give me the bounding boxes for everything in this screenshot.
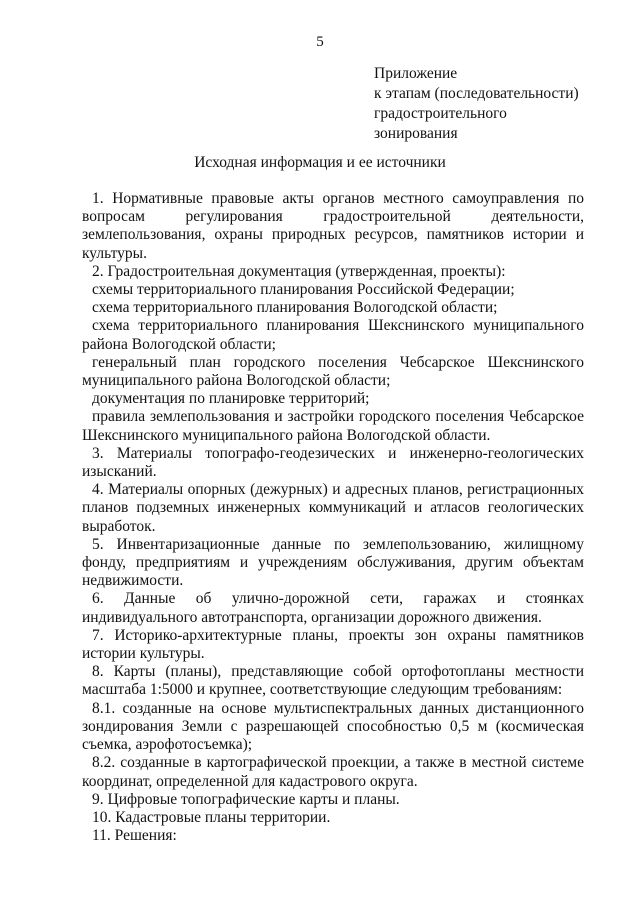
- paragraph-8-2: 8.2. созданные в картографической проекции, а также в местной системе координат, определенной для кадастрового округа.: [82, 754, 584, 790]
- list-item: схема территориального планирования Шекснинского муниципального района Вологодской области;: [82, 317, 584, 353]
- list-item: генеральный план городского поселения Чебсарское Шекснинского муниципального района Вологодской области;: [82, 353, 584, 390]
- appendix-line: градостроительного: [374, 105, 507, 122]
- paragraph-6: 6. Данные об улично-дорожной сети, гаражах и стоянках индивидуального автотранспорта, организации дорожного движения.: [82, 590, 584, 626]
- paragraph-7: 7. Историко-архитектурные планы, проекты зон охраны памятников истории культуры.: [82, 626, 584, 663]
- list-item: схемы территориального планирования Российской Федерации;: [92, 281, 515, 299]
- appendix-line: к этапам (последовательности): [374, 85, 579, 102]
- document-body: [82, 190, 584, 845]
- appendix-note: [374, 64, 614, 144]
- paragraph-1: 1. Нормативные правовые акты органов местного самоуправления по вопросам регулирования градостроительной деятельности, землепользования, охраны природных ресурсов, памятников истории и культуры.: [82, 190, 584, 262]
- page-number: 5: [316, 34, 324, 50]
- paragraph-11: 11. Решения:: [92, 827, 177, 845]
- list-item: схема территориального планирования Вологодской области;: [92, 299, 498, 317]
- list-item: правила землепользования и застройки городского поселения Чебсарское Шекснинского муниципального района Вологодской области.: [82, 408, 584, 444]
- paragraph-9: 9. Цифровые топографические карты и планы.: [92, 790, 400, 808]
- paragraph-8: 8. Карты (планы), представляющие собой ортофотопланы местности масштаба 1:5000 и крупнее, соответствующие следующим требованиям:: [82, 663, 584, 699]
- paragraph-2: 2. Градостроительная документация (утвержденная, проекты):: [92, 262, 506, 280]
- paragraph-3: 3. Материалы топографо-геодезических и инженерно-геологических изысканий.: [82, 444, 584, 481]
- appendix-line: Приложение: [374, 65, 458, 82]
- appendix-line: зонирования: [374, 125, 458, 142]
- paragraph-5: 5. Инвентаризационные данные по землепользованию, жилищному фонду, предприятиям и учреждениям обслуживания, другим объектам недвижимости.: [82, 535, 584, 590]
- list-item: документация по планировке территорий;: [92, 390, 370, 408]
- paragraph-4: 4. Материалы опорных (дежурных) и адресных планов, регистрационных планов подземных инженерных коммуникаций и атласов геологических выработок.: [82, 481, 584, 535]
- section-heading: Исходная информация и ее источники: [194, 154, 446, 171]
- paragraph-10: 10. Кадастровые планы территории.: [92, 808, 331, 826]
- paragraph-8-1: 8.1. созданные на основе мультиспектральных данных дистанционного зондирования Земли с разрешающей способностью 0,5 м (космическая съемка, аэрофотосъемка);: [82, 699, 584, 754]
